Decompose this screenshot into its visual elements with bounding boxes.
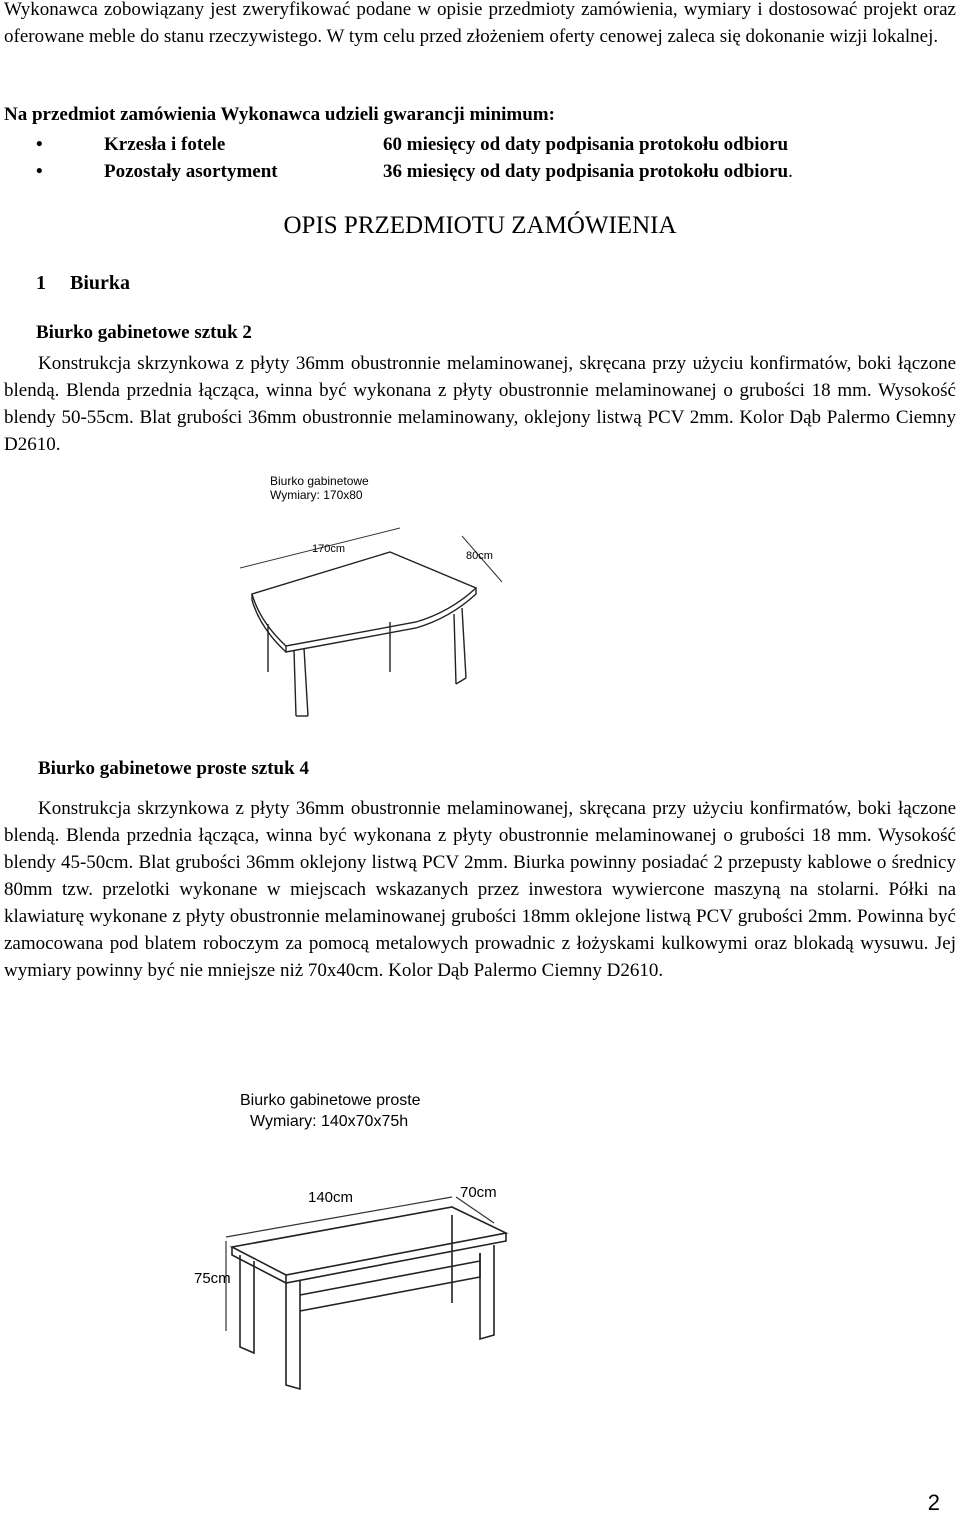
desk2-dim-depth: 70cm	[460, 1184, 497, 1201]
intro-paragraph: Wykonawca zobowiązany jest zweryfikować podane w opisie przedmioty zamówienia, wymiary i dostosować projekt oraz oferowane meble do stanu rzeczywistego. W tym celu przed złożeniem oferty cenowej zaleca się dokonanie wizji lokalnej.	[4, 0, 956, 47]
warranty-heading: Na przedmiot zamówienia Wykonawca udzieli gwarancji minimum:	[4, 104, 555, 125]
desk1-dim-depth: 80cm	[466, 550, 493, 562]
bullet-icon: •	[36, 161, 43, 182]
section-name: Biurka	[70, 272, 131, 294]
desk1-caption-line1: Biurko gabinetowe	[270, 474, 369, 488]
desk1-description: Konstrukcja skrzynkowa z płyty 36mm obustronnie melaminowanej, skręcana przy użyciu konfirmatów, boki łączone blendą. Blenda przednia łącząca, winna być wykonana z płyty obustronnie melaminowanej o grubości 18 mm. Wysokość blendy 50-55cm. Blat grubości 36mm obustronnie melaminowany, oklejony listwą PCV 2mm. Kolor Dąb Palermo Ciemny D2610.	[4, 353, 956, 455]
desk2-dim-height: 75cm	[194, 1270, 231, 1287]
desk2-description: Konstrukcja skrzynkowa z płyty 36mm obustronnie melaminowanej, skręcana przy użyciu konfirmatów, boki łączone blendą. Blenda przednia łącząca, winna być wykonana z płyty obustronnie melaminowanej o grubości 18 mm. Wysokość blendy 45-50cm. Blat grubości 36mm oklejony listwą PCV 2mm. Biurka powinny posiadać 2 przepusty kablowe o średnicy 80mm tzw. przelotki wykonane w miejscach wskazanych przez inwestora wywiercone maszyną na stolarni. Półki na klawiaturę wykonane z płyty obustronnie melaminowanej grubości 18mm oklejone listwą PCV grubości 2mm. Powinna być zamocowana pod blatem roboczym za pomocą metalowych prowadnic z łożyskami kulkowymi oraz blokadą wysuwu. Jej wymiary powinny być nie mniejsze niż 70x40cm. Kolor Dąb Palermo Ciemny D2610.	[4, 798, 956, 981]
end-mark: .	[788, 161, 793, 182]
warranty-item-value: 60 miesięcy od daty podpisania protokołu odbioru	[383, 134, 789, 155]
desk1-caption-line2: Wymiary: 170x80	[270, 488, 363, 502]
desk1-top	[252, 552, 476, 652]
page-number: 2	[927, 1490, 940, 1515]
warranty-item	[36, 131, 936, 158]
desk2-dim-length: 140cm	[308, 1189, 354, 1206]
warranty-item-value: 36 miesięcy od daty podpisania protokołu odbioru.	[383, 161, 793, 182]
desk2-drawing	[190, 1085, 520, 1425]
page-title: OPIS PRZEDMIOTU ZAMÓWIENIA	[283, 212, 677, 239]
desk1-heading: Biurko gabinetowe sztuk 2	[36, 322, 252, 343]
warranty-item-name: Pozostały asortyment	[104, 161, 278, 182]
desk1-figure	[240, 472, 510, 722]
bullet-icon: •	[36, 134, 43, 155]
section-number: 1	[36, 272, 46, 294]
warranty-item-name: Krzesła i fotele	[104, 134, 226, 155]
desk1-drawing	[240, 472, 510, 722]
desk2-figure	[190, 1085, 520, 1425]
desk2-top	[232, 1207, 506, 1283]
desk1-dim-length: 170cm	[312, 543, 346, 555]
desk2-heading: Biurko gabinetowe proste sztuk 4	[38, 758, 309, 779]
desk2-caption-line2: Wymiary: 140x70x75h	[250, 1113, 409, 1130]
warranty-item	[36, 158, 936, 185]
section-heading	[36, 272, 130, 295]
desk2-caption-line1: Biurko gabinetowe proste	[240, 1092, 421, 1109]
